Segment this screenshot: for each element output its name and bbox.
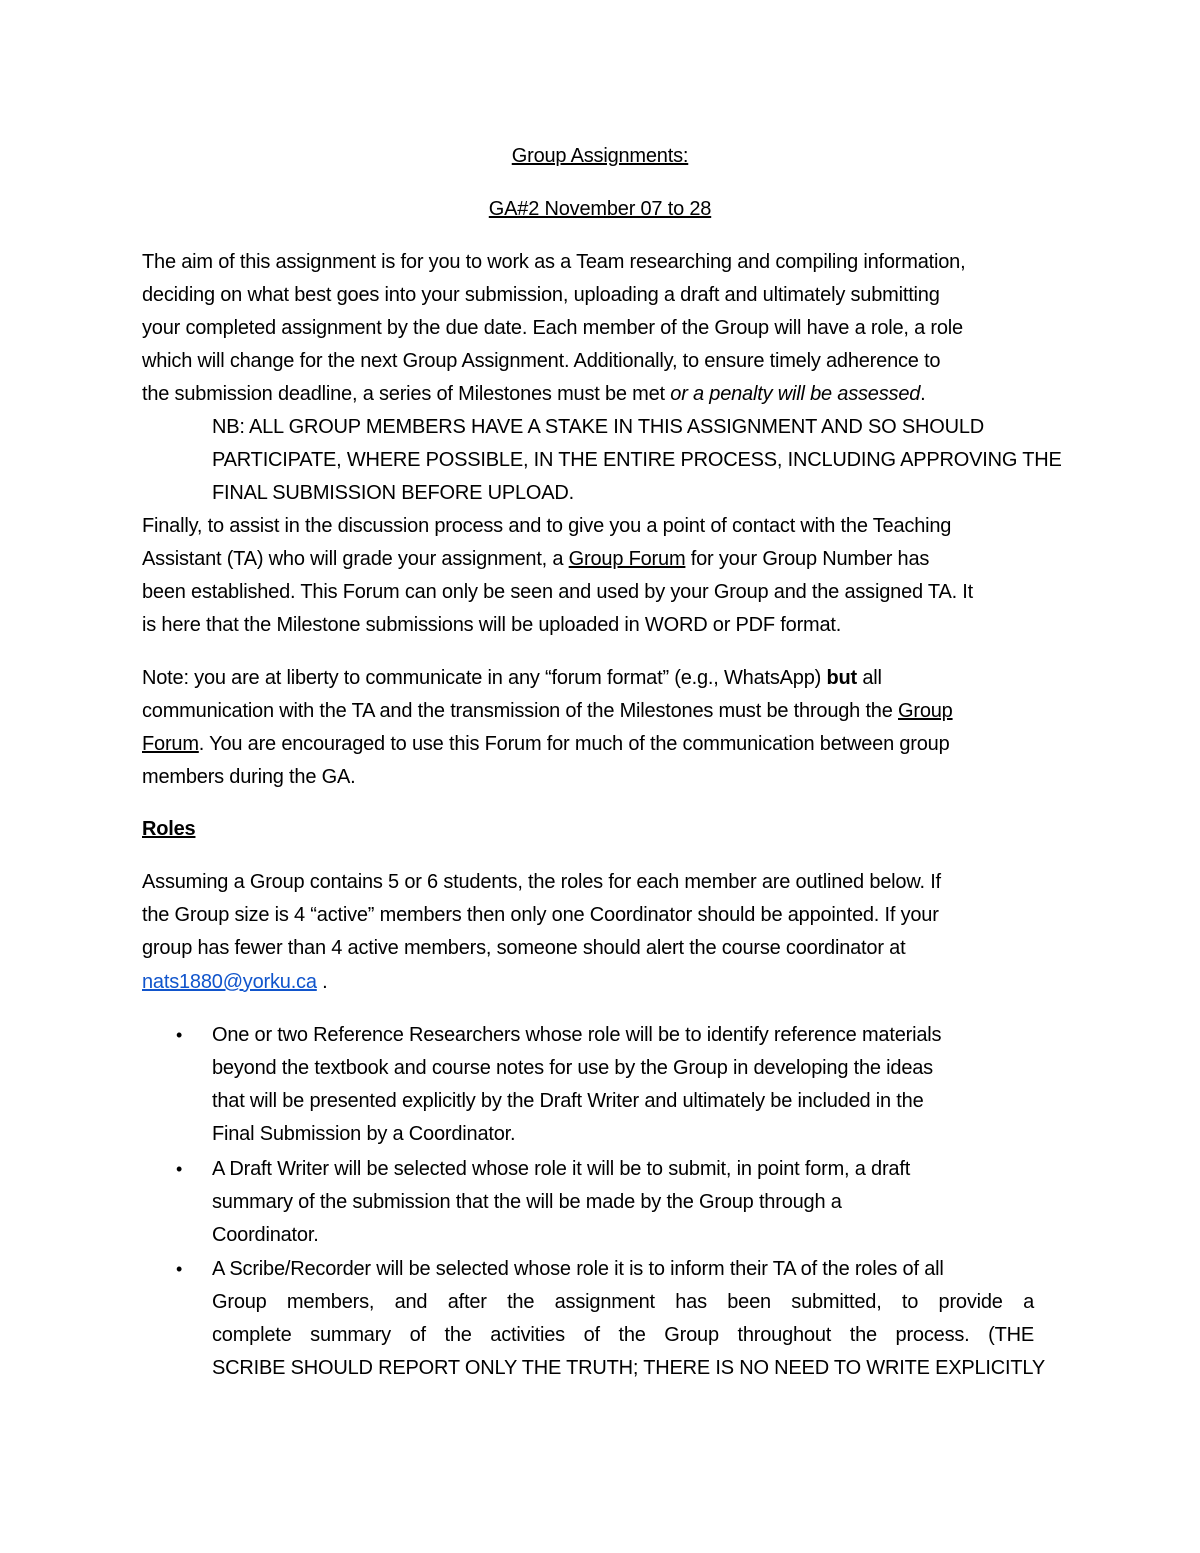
- intro-line-1: The aim of this assignment is for you to work as a Team researching and compiling information,: [142, 251, 966, 273]
- group-forum-link-2a[interactable]: Group: [898, 700, 953, 722]
- note-line-1: [142, 666, 882, 690]
- bullet-1-line-3: that will be presented explicitly by the Draft Writer and ultimately be included in the: [212, 1090, 924, 1112]
- finally-line-1: Finally, to assist in the discussion process and to give you a point of contact with the Teaching: [142, 515, 952, 537]
- roles-intro-line-1: Assuming a Group contains 5 or 6 students, the roles for each member are outlined below. If: [142, 871, 941, 893]
- note-text-4: . You are encouraged to use this Forum for much of the communication between group: [198, 733, 950, 755]
- intro-line-2: deciding on what best goes into your submission, uploading a draft and ultimately submitting: [142, 284, 940, 306]
- intro-text: the submission deadline, a series of Milestones must be met: [142, 383, 671, 405]
- intro-line-3: your completed assignment by the due date. Each member of the Group will have a role, a role: [142, 317, 963, 339]
- roles-intro-line-4: [142, 970, 328, 994]
- bullet-2-icon: •: [176, 1159, 183, 1179]
- roles-heading: Roles: [142, 818, 196, 840]
- bullet-1-icon: •: [176, 1025, 183, 1045]
- finally-text: Assistant (TA) who will grade your assignment, a: [142, 548, 569, 570]
- bullet-2-line-1: A Draft Writer will be selected whose role it will be to submit, in point form, a draft: [212, 1158, 911, 1180]
- note-text: Note: you are at liberty to communicate in any “forum format” (e.g., WhatsApp): [142, 667, 827, 689]
- note-text-3: communication with the TA and the transmission of the Milestones must be through the: [142, 700, 898, 722]
- bullet-1-line-4: Final Submission by a Coordinator.: [212, 1123, 516, 1145]
- bullet-3-line-2: Group members, and after the assignment has been submitted, to provide a: [212, 1291, 1034, 1313]
- bullet-1-line-2: beyond the textbook and course notes for use by the Group in developing the ideas: [212, 1057, 933, 1079]
- finally-text-2: for your Group Number has: [685, 548, 930, 570]
- note-line-2: [142, 699, 953, 723]
- bullet-3-line-1: A Scribe/Recorder will be selected whose role it is to inform their TA of the roles of all: [212, 1258, 944, 1280]
- bullet-3-icon: •: [176, 1259, 183, 1279]
- intro-line-4: which will change for the next Group Assignment. Additionally, to ensure timely adherence to: [142, 350, 941, 372]
- penalty-emphasis: or a penalty will be assessed: [670, 383, 921, 405]
- bullet-1-line-1: One or two Reference Researchers whose role will be to identify reference materials: [212, 1024, 942, 1046]
- bullet-2-line-2: summary of the submission that the will be made by the Group through a: [212, 1191, 842, 1213]
- nb-line-1: NB: ALL GROUP MEMBERS HAVE A STAKE IN THIS ASSIGNMENT AND SO SHOULD: [212, 416, 985, 438]
- document-subtitle: GA#2 November 07 to 28: [488, 198, 712, 220]
- finally-line-3: been established. This Forum can only be seen and used by your Group and the assigned TA. It: [142, 581, 974, 603]
- note-line-3: [142, 732, 950, 756]
- intro-line-5: [142, 382, 926, 406]
- bullet-2-line-3: Coordinator.: [212, 1224, 319, 1246]
- finally-line-4: is here that the Milestone submissions will be uploaded in WORD or PDF format.: [142, 614, 842, 636]
- document-title: Group Assignments:: [511, 145, 689, 167]
- group-forum-link[interactable]: Group Forum: [568, 548, 686, 570]
- roles-intro-line-2: the Group size is 4 “active” members then only one Coordinator should be appointed. If your: [142, 904, 939, 926]
- intro-period: .: [920, 383, 926, 405]
- email-trailing: .: [316, 971, 328, 993]
- group-forum-link-2b[interactable]: Forum: [142, 733, 199, 755]
- note-bold: but: [826, 667, 857, 689]
- roles-intro-line-3: group has fewer than 4 active members, someone should alert the course coordinator at: [142, 937, 906, 959]
- finally-line-2: [142, 547, 929, 571]
- note-text-2: all: [856, 667, 882, 689]
- email-link[interactable]: nats1880@yorku.ca: [142, 971, 317, 993]
- bullet-3-line-3: complete summary of the activities of the Group throughout the process. (THE: [212, 1324, 1034, 1346]
- nb-line-2: PARTICIPATE, WHERE POSSIBLE, IN THE ENTIRE PROCESS, INCLUDING APPROVING THE: [212, 449, 1062, 471]
- note-line-4: members during the GA.: [142, 766, 356, 788]
- bullet-3-line-4: SCRIBE SHOULD REPORT ONLY THE TRUTH; THERE IS NO NEED TO WRITE EXPLICITLY: [212, 1357, 1045, 1379]
- nb-line-3: FINAL SUBMISSION BEFORE UPLOAD.: [212, 482, 575, 504]
